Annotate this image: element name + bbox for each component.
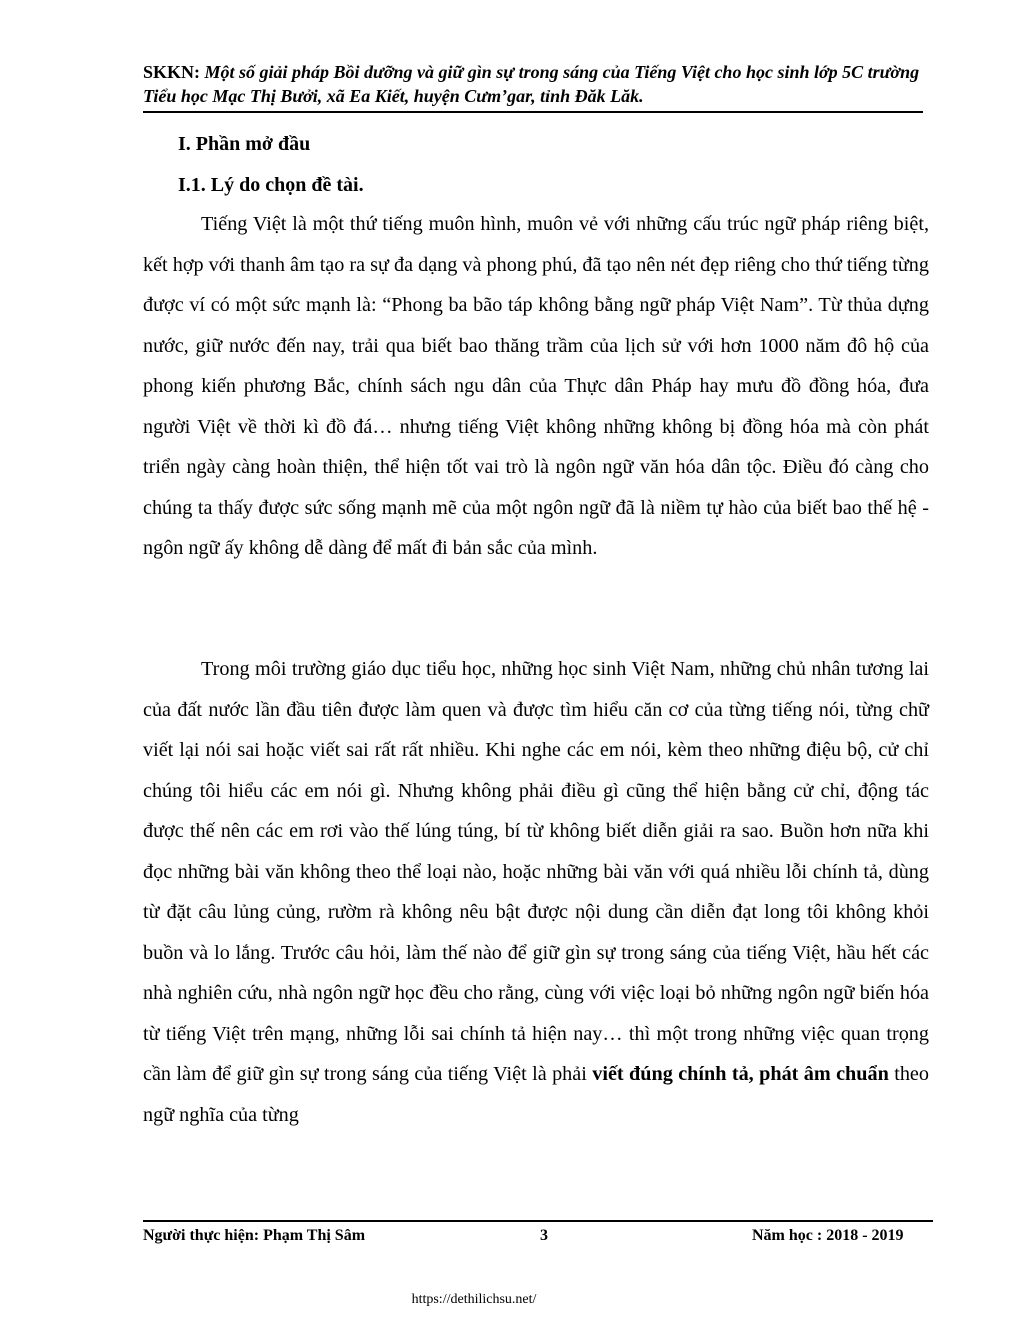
paragraph-1: Tiếng Việt là một thứ tiếng muôn hình, muôn vẻ với những cấu trúc ngữ pháp riêng biệt, kết hợp với thanh âm tạo ra sự đa dạng và phong phú, đã tạo nên nét đẹp riêng cho thứ tiếng từng được ví có một sức mạnh là: “Phong ba bão táp không bằng ngữ pháp Việt Nam”. Từ thủa dựng nước, giữ nước đến nay, trải qua biết bao thăng trầm của lịch sử với hơn 1000 năm đô hộ của phong kiến phương Bắc, chính sách ngu dân của Thực dân Pháp hay mưu đồ đồng hóa, đưa người Việt về thời kì đồ đá… nhưng tiếng Việt không những không bị đồng hóa mà còn phát triển ngày càng hoàn thiện, thể hiện tốt vai trò là ngôn ngữ văn hóa dân tộc. Điều đó càng cho chúng ta thấy được sức sống mạnh mẽ của một ngôn ngữ đã là niềm tự hào của biết bao thế hệ - ngôn ngữ ấy không dễ dàng để mất đi bản sắc của mình. xyxy=(143,213,929,559)
header-title: Một số giải pháp Bồi dưỡng và giữ gìn sự trong sáng của Tiếng Việt cho học sinh lớp 5C trường Tiểu học Mạc Thị Bưởi, xã Ea Kiết, huyện Cưm’gar, tỉnh Đăk Lăk. xyxy=(143,62,920,106)
header-divider xyxy=(143,111,923,113)
paragraph-2-end: theo ngữ nghĩa của từng xyxy=(143,1063,929,1126)
footer-author: Người thực hiện: Phạm Thị Sâm xyxy=(143,1227,366,1244)
paragraph-2 xyxy=(143,649,929,1135)
footer-school-year: Năm học : 2018 - 2019 xyxy=(752,1227,904,1244)
document-header xyxy=(143,60,923,108)
paragraph-2-text: Trong môi trường giáo dục tiểu học, những học sinh Việt Nam, những chủ nhân tương lai của đất nước lần đầu tiên được làm quen và được tìm hiểu căn cơ của từng tiếng nói, từng chữ viết lại nói sai hoặc viết sai rất rất nhiều. Khi nghe các em nói, kèm theo những điệu bộ, cử chỉ chúng tôi hiểu các em nói gì. Nhưng không phải điều gì cũng thể hiện bằng cử chỉ, động tác được thế nên các em rơi vào thế lúng túng, bí từ không biết diễn giải ra sao. Buồn hơn nữa khi đọc những bài văn không theo thể loại nào, hoặc những bài văn với quá nhiều lỗi chính tả, dùng từ đặt câu lủng củng, rườm rà không nêu bật được nội dung cần diễn đạt long tôi không khỏi buồn và lo lắng. Trước câu hỏi, làm thế nào để giữ gìn sự trong sáng của tiếng Việt, hầu hết các nhà nghiên cứu, nhà ngôn ngữ học đều cho rằng, cùng với việc loại bỏ những ngôn ngữ biến hóa từ tiếng Việt trên mạng, những lỗi sai chính tả hiện nay… thì một trong những việc quan trọng cần làm để giữ gìn sự trong sáng của tiếng Việt là phải xyxy=(143,658,929,1085)
header-lead: SKKN: xyxy=(143,62,201,82)
section-heading: I. Phần mở đầu xyxy=(178,133,311,155)
footer-divider xyxy=(143,1220,933,1222)
source-url[interactable]: https://dethilichsu.net/ xyxy=(411,1292,537,1307)
subsection-heading: I.1. Lý do chọn đề tài. xyxy=(178,174,364,196)
page-number: 3 xyxy=(540,1227,548,1244)
paragraph-2-emphasis: viết đúng chính tả, phát âm chuẩn xyxy=(592,1063,889,1085)
